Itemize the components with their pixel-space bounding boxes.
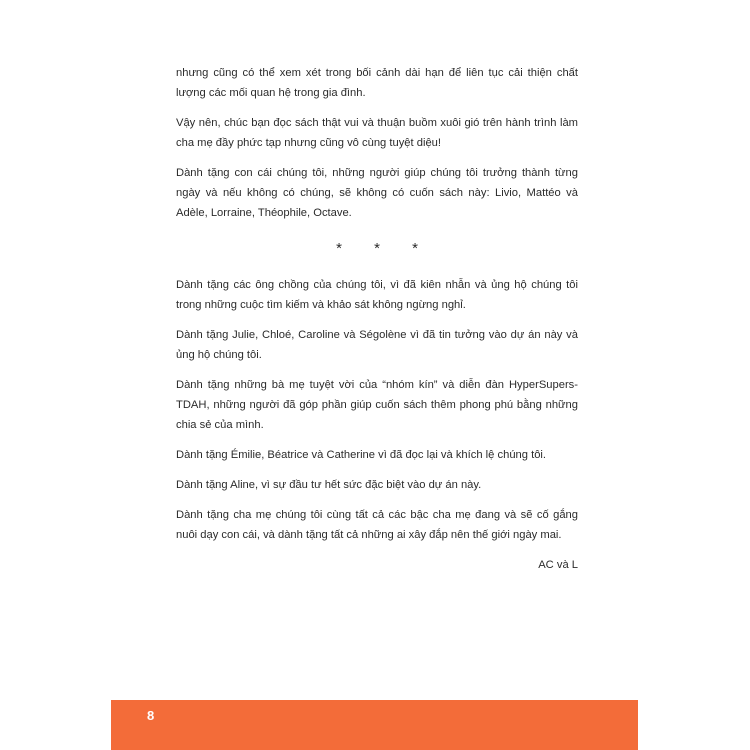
section-separator: * * * — [336, 240, 432, 257]
paragraph-dedication-children: Dành tặng con cái chúng tôi, những người giúp chúng tôi trưởng thành từng ngày và nếu không có chúng, sẽ không có cuốn sách này: Livio, Mattéo và Adèle, Lorraine, Théophile, Octave. — [176, 167, 578, 219]
page-number: 8 — [147, 708, 155, 723]
paragraph-dedication-aline: Dành tặng Aline, vì sự đầu tư hết sức đặc biệt vào dự án này. — [176, 479, 482, 491]
signature: AC và L — [538, 559, 578, 571]
paragraph-dedication-friends: Dành tặng Julie, Chloé, Caroline và Ségolène vì đã tin tưởng vào dự án này và ủng hộ chúng tôi. — [176, 329, 578, 361]
paragraph-dedication-readers: Dành tặng Émilie, Béatrice và Catherine vì đã đọc lại và khích lệ chúng tôi. — [176, 449, 547, 461]
page-content — [176, 63, 578, 575]
paragraph-dedication-husbands: Dành tặng các ông chồng của chúng tôi, vì đã kiên nhẫn và ủng hộ chúng tôi trong những cuộc tìm kiếm và khảo sát không ngừng nghỉ. — [176, 279, 578, 311]
paragraph-dedication-mothers: Dành tặng những bà mẹ tuyệt vời của “nhóm kín” và diễn đàn HyperSupers-TDAH, những người đã góp phần giúp cuốn sách thêm phong phú bằng những chia sẻ của mình. — [176, 379, 578, 431]
paragraph-dedication-parents: Dành tặng cha mẹ chúng tôi cùng tất cả các bậc cha mẹ đang và sẽ cố gắng nuôi dạy con cái, và dành tặng tất cả những ai xây đắp nên thế giới ngày mai. — [176, 509, 578, 541]
paragraph-wish: Vậy nên, chúc bạn đọc sách thật vui và thuận buồm xuôi gió trên hành trình làm cha mẹ đầy phức tạp nhưng cũng vô cùng tuyệt diệu! — [176, 117, 578, 149]
footer-band — [111, 700, 638, 750]
paragraph-continuation: nhưng cũng có thể xem xét trong bối cảnh dài hạn để liên tục cải thiện chất lượng các mối quan hệ trong gia đình. — [176, 67, 578, 99]
